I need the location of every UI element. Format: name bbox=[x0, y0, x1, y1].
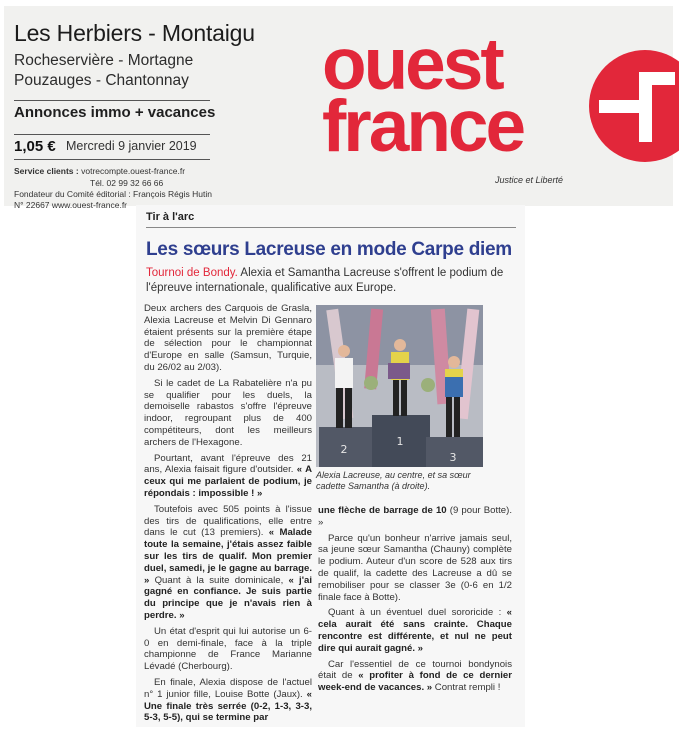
service-tel: Tél. 02 99 32 66 66 bbox=[90, 178, 164, 188]
paragraph: Si le cadet de La Rabatelière n'a pu se qualifier pour les duels, la demoiselle rabastos s'offre l'épreuve indoor, regroupant plus de 400 compétiteurs, dont les meilleurs archers de l'Hexagone. bbox=[144, 377, 312, 448]
paragraph: Deux archers des Carquois de Grasla, Alexia Lacreuse et Melvin Di Gennaro étaient présents sur la première étape de sélection pour le championnat d'Europe en salle (Samsun, Turquie, du 26/02 au 2/03). bbox=[144, 303, 312, 373]
paragraph bbox=[318, 607, 512, 654]
price: 1,05 € bbox=[14, 138, 56, 155]
podium-number-1: 1 bbox=[396, 435, 404, 448]
founder-line: Fondateur du Comité éditorial : François Régis Hutin bbox=[14, 189, 212, 199]
article bbox=[136, 205, 525, 727]
newspaper-masthead bbox=[4, 6, 673, 210]
service-label: Service clients : bbox=[14, 166, 79, 176]
text: Quant à un éventuel duel sororicide : bbox=[328, 607, 507, 619]
quote: « cela aurait été sans crainte. Chaque rencontre est différente, et nul ne peut dire qui aurait gagné. » bbox=[318, 607, 512, 654]
article-column-2 bbox=[318, 505, 512, 698]
paragraph: Un état d'esprit qui lui autorise un 6-0 en demi-finale, face à la triple championne de France Marianne Lévadé (Cherbourg). bbox=[144, 625, 312, 673]
article-kicker: Tir à l'arc bbox=[146, 211, 195, 223]
logo-word-france: france bbox=[322, 86, 524, 167]
edition-title: Les Herbiers - Montaigu bbox=[14, 20, 255, 46]
service-site: votrecompte.ouest-france.fr bbox=[81, 166, 186, 176]
text: En finale, Alexia dispose de l'actuel n° 1 junior fille, Louise Botte (Jaux). bbox=[144, 676, 312, 700]
quote: « A ceux qui me parlaient de podium, je répondais : impossible ! » bbox=[144, 464, 312, 499]
quote: une flèche de barrage de 10 bbox=[318, 505, 447, 516]
logo-slogan: Justice et Liberté bbox=[495, 175, 564, 185]
chapo-lead: Tournoi de Bondy. bbox=[146, 267, 238, 279]
paragraph: Parce qu'un bonheur n'arrive jamais seul, sa jeune sœur Samantha (Chauny) complète le podium. Auteur d'un score de 528 aux tirs de qualif, la cadette des Lacreuse a dû se remobiliser pour se classer 3e (0-6 en 1/2 finale face à Botte). bbox=[318, 532, 512, 603]
edition-line-1: Rocheservière - Mortagne bbox=[14, 52, 194, 69]
divider bbox=[14, 159, 210, 160]
service-clients bbox=[14, 166, 185, 176]
divider bbox=[14, 100, 210, 101]
paragraph bbox=[144, 453, 312, 500]
quote: « Malade toute la semaine, j'étais assez faible sur les tirs de qualif. Mon premier duel, samedi, je le gagne au barrage. » bbox=[144, 527, 312, 586]
text: Pourtant, avant l'épreuve des 21 ans, Alexia faisait figure d'outsider. bbox=[144, 452, 312, 476]
podium-number-3: 3 bbox=[449, 451, 457, 464]
quote: « j'ai gagné en confiance. Je suis partie du principe que je n'avais rien à perdre. » bbox=[144, 574, 312, 621]
chapo-text: Alexia et Samantha Lacreuse s'offrent le podium de l'épreuve internationale, qualificative aux Europe. bbox=[146, 267, 504, 294]
edition-line-2: Pouzauges - Chantonnay bbox=[14, 72, 189, 89]
issue-date: Mercredi 9 janvier 2019 bbox=[66, 139, 197, 153]
text: Contrat rempli ! bbox=[432, 682, 501, 694]
photo-caption: Alexia Lacreuse, au centre, et sa sœur cadette Samantha (à droite). bbox=[316, 470, 471, 491]
text: Toutefois avec 505 points à l'issue des tirs de qualifications, elle entre dans le cut (13 premiers). bbox=[144, 503, 312, 539]
divider bbox=[146, 227, 516, 228]
quote: « Une finale très serrée (0-2, 1-3, 3-3, 5-3, 5-5), qui se termine par bbox=[144, 688, 312, 724]
quote: « profiter à fond de ce dernier week-end de vacances. » bbox=[318, 670, 512, 694]
logo-word-ouest: ouest bbox=[322, 24, 502, 105]
paragraph bbox=[144, 677, 312, 724]
ouest-france-logo-icon bbox=[589, 50, 679, 162]
text: Car l'essentiel de ce tournoi bondynois était de bbox=[318, 658, 512, 682]
article-chapo bbox=[146, 266, 518, 296]
article-column-1 bbox=[144, 303, 312, 728]
article-headline: Les sœurs Lacreuse en mode Carpe diem bbox=[146, 239, 512, 260]
podium-photo bbox=[316, 305, 483, 467]
issue-number: N° 22667 www.ouest-france.fr bbox=[14, 200, 128, 210]
podium-number-2: 2 bbox=[340, 443, 348, 456]
paragraph bbox=[318, 505, 512, 529]
annonces-label: Annonces immo + vacances bbox=[14, 104, 216, 121]
text: (9 pour Botte). » bbox=[318, 505, 512, 528]
paragraph bbox=[144, 504, 312, 622]
divider bbox=[14, 134, 210, 135]
text: Quant à la suite dominicale, bbox=[149, 574, 289, 586]
paragraph bbox=[318, 659, 512, 694]
